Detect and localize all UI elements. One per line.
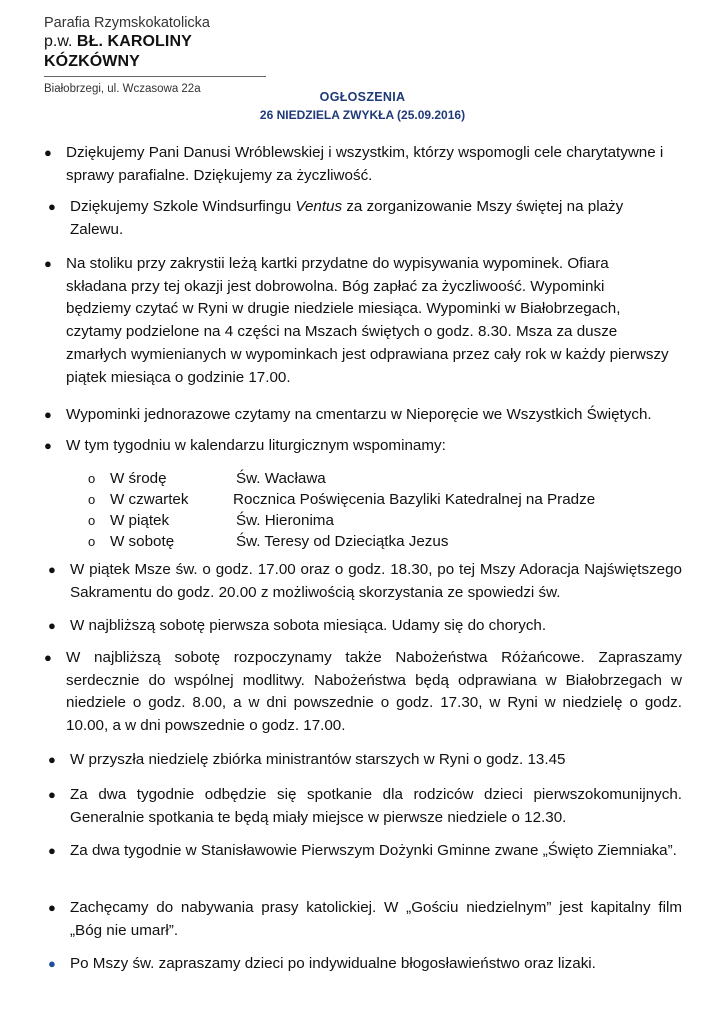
sub-bullet-icon: o <box>88 492 96 507</box>
bullet-icon: ● <box>48 787 56 802</box>
announcement-item <box>70 749 670 772</box>
sub-bullet-icon: o <box>88 471 96 486</box>
announcement-item <box>70 559 682 604</box>
parish-name: Parafia Rzymskokatolicka <box>44 15 210 31</box>
announcement-text: Zachęcamy do nabywania prasy katolickiej. W „Gościu niedzielnym” jest kapitalny film „Bóg nie umarł”. <box>70 899 682 939</box>
announcement-item <box>70 840 682 863</box>
announcement-text: W tym tygodniu w kalendarzu liturgicznym wspominamy: <box>66 437 446 454</box>
patron-name: BŁ. KAROLINY KÓZKÓWNY <box>44 33 192 70</box>
announcement-text: Za dwa tygodnie odbędzie się spotkanie dla rodziców dzieci pierwszokomunijnych. Generalnie spotkania te będą miały miejsce w pierwsze niedziele o 12.30. <box>70 786 682 826</box>
school-name: Ventus <box>295 198 343 215</box>
announcement-text: W przyszła niedzielę zbiórka ministrantów starszych w Ryni o godz. 13.45 <box>70 751 566 768</box>
announcement-text: W najbliższą sobotę pierwsza sobota miesiąca. Udamy się do chorych. <box>70 617 547 634</box>
calendar-day: W sobotę <box>110 533 175 550</box>
announcement-text: W piątek Msze św. o godz. 17.00 oraz o godz. 18.30, po tej Mszy Adoracja Najświętszego Sakramentu do godz. 20.00 z możliwością skorzystania ze spowiedzi św. <box>70 561 682 601</box>
parish-address: Białobrzegi, ul. Wczasowa 22a <box>44 83 201 95</box>
calendar-saint: Św. Hieronima <box>236 512 334 529</box>
announcement-item <box>66 435 666 458</box>
bullet-icon: ● <box>48 843 56 858</box>
announcement-text: Dziękujemy Szkole Windsurfingu <box>70 198 296 215</box>
calendar-item <box>88 468 688 489</box>
calendar-item <box>88 510 688 531</box>
parish-patron <box>44 32 266 72</box>
bullet-icon: ● <box>48 956 56 971</box>
bullet-icon: ● <box>44 407 52 422</box>
letterhead-divider <box>44 76 266 77</box>
announcement-text: Po Mszy św. zapraszamy dzieci po indywidualne błogosławieństwo oraz lizaki. <box>70 955 596 972</box>
calendar-item <box>88 531 688 552</box>
calendar-day: W piątek <box>110 512 170 529</box>
sub-bullet-icon: o <box>88 513 96 528</box>
patron-prefix: p.w. <box>44 33 73 50</box>
announcement-item <box>70 615 670 638</box>
announcement-item <box>66 404 706 427</box>
bullet-icon: ● <box>44 650 52 665</box>
calendar-day: W czwartek <box>110 491 189 508</box>
announcement-text: Wypominki jednorazowe czytamy na cmentarzu w Nieporęcie we Wszystkich Świętych. <box>66 406 652 423</box>
letterhead <box>44 14 266 95</box>
announcement-item <box>66 647 682 738</box>
calendar-saint: Rocznica Poświęcenia Bazyliki Katedralnej na Pradze <box>233 491 596 508</box>
bullet-icon: ● <box>44 256 52 271</box>
announcement-item <box>70 196 670 241</box>
announcement-item <box>70 784 682 829</box>
announcement-text: Na stoliku przy zakrystii leżą kartki przydatne do wypisywania wypominek. Ofiara składana przy tej okazji jest dobrowolna. Bóg zapłać za życzliwoość. Wypominki będziemy czytać w Ryni w drugie niedziele miesiąca. Wypominki w Białobrzegach, czytamy podzielone na 4 części na Mszach świętych o godz. 8.30. Msza za dusze zmarłych wymienianych w wypominkach jest odprawiana przez cały rok w każdy pierwszy piątek miesiąca o godzinie 17.00. <box>66 255 669 386</box>
bullet-icon: ● <box>48 752 56 767</box>
bullet-icon: ● <box>44 438 52 453</box>
document-title: OGŁOSZENIA <box>319 90 406 104</box>
announcement-text: za zorganizowanie Mszy świętej na plaży Zalewu. <box>70 198 624 238</box>
bullet-icon: ● <box>48 900 56 915</box>
announcement-item <box>70 953 690 976</box>
calendar-saint: Św. Wacława <box>236 470 326 487</box>
sub-bullet-icon: o <box>88 534 96 549</box>
calendar-day: W środę <box>110 470 167 487</box>
announcement-item <box>66 253 670 389</box>
calendar-saint: Św. Teresy od Dzieciątka Jezus <box>236 533 449 550</box>
document-subtitle: 26 NIEDZIELA ZWYKŁA (25.09.2016) <box>259 108 466 122</box>
bullet-icon: ● <box>48 199 56 214</box>
bullet-icon: ● <box>48 562 56 577</box>
announcement-text: W najbliższą sobotę rozpoczynamy także Nabożeństwa Różańcowe. Zapraszamy serdecznie do wspólnej modlitwy. Nabożeństwa będą odprawiana w Białobrzegach w niedziele o godz. 8.00, a w dni powszednie o godz. 17.30, w Ryni w niedzielę o godz. 10.00, a w dni powszednie o godz. 17.00. <box>66 649 682 735</box>
calendar-item <box>88 489 688 510</box>
announcement-text: Dziękujemy Pani Danusi Wróblewskiej i wszystkim, którzy wspomogli cele charytatywne i sprawy parafialne. Dziękujemy za życzliwość. <box>66 144 664 184</box>
announcement-item <box>66 142 683 187</box>
announcement-item <box>70 897 682 942</box>
announcement-text: Za dwa tygodnie w Stanisławowie Pierwszym Dożynki Gminne zwane „Święto Ziemniaka”. <box>70 842 677 859</box>
bullet-icon: ● <box>48 618 56 633</box>
bullet-icon: ● <box>44 145 52 160</box>
